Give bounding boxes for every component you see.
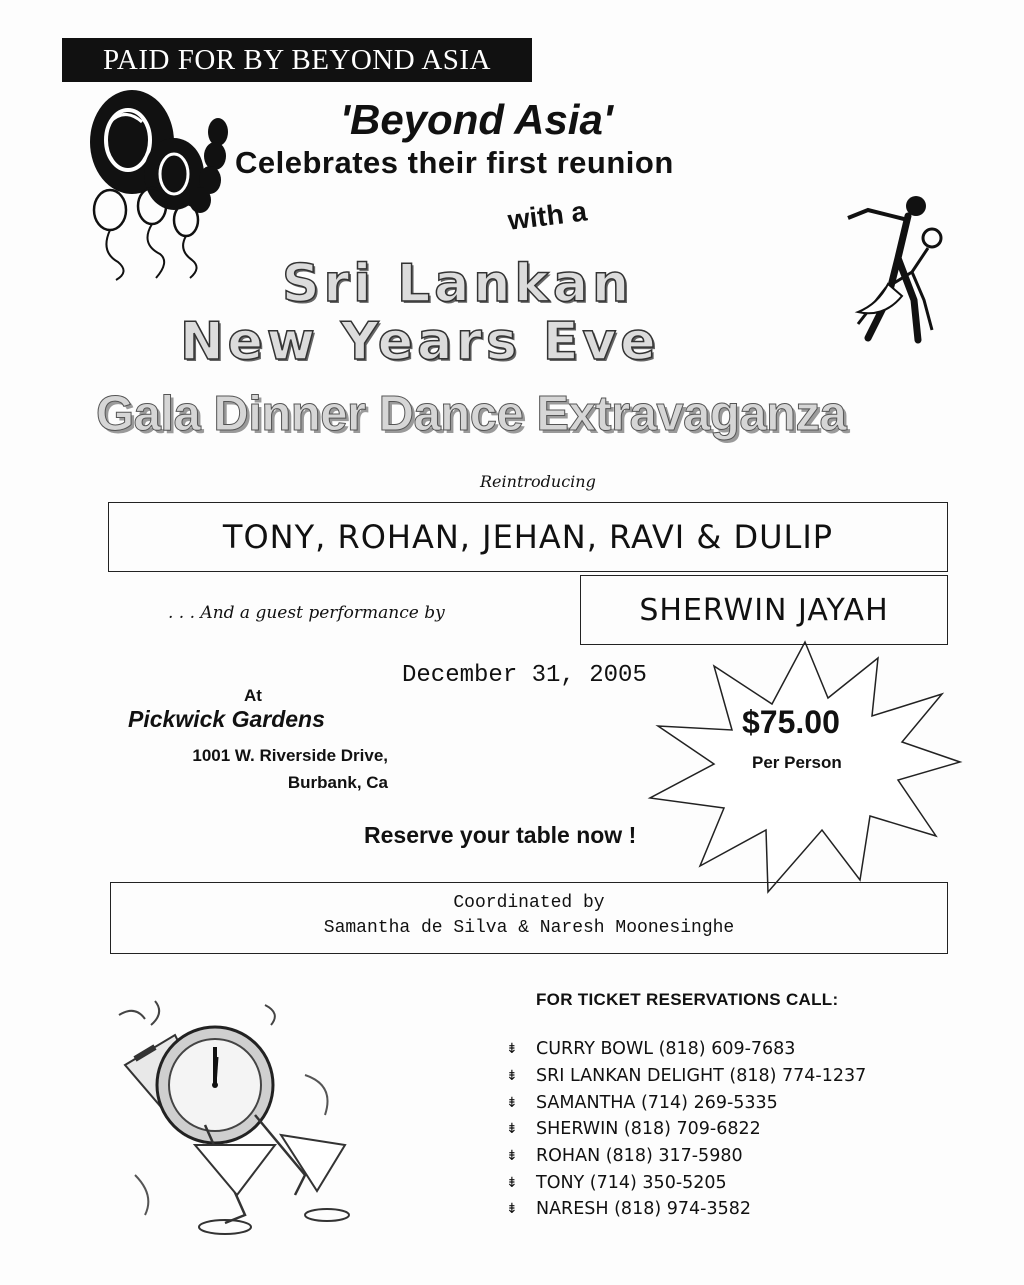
ticket-reservations-heading: FOR TICKET RESERVATIONS CALL: [536,990,839,1009]
guest-performer-name: SHERWIN JAYAH [639,592,889,628]
list-item: ⇟ SRI LANKAN DELIGHT (818) 774-1237 [506,1066,867,1087]
list-item: ⇟ SHERWIN (818) 709-6822 [506,1119,761,1140]
sri-lankan-heading: Sri Lankan [282,254,633,314]
event-title: 'Beyond Asia' [340,96,613,143]
performers-names: TONY, ROHAN, JEHAN, RAVI & DULIP [222,518,834,556]
pointer-bullet-icon: ⇟ [506,1174,518,1191]
reserve-call-to-action: Reserve your table now ! [364,822,637,848]
list-item: ⇟ CURRY BOWL (818) 609-7683 [506,1039,796,1060]
balloons-icon [70,82,245,282]
list-item: ⇟ SAMANTHA (714) 269-5335 [506,1092,778,1113]
guest-performance-text: . . . And a guest performance by [168,603,445,623]
coordinator-names: Samantha de Silva & Naresh Moonesinghe [323,918,735,938]
reintroducing-text: Reintroducing [480,472,596,491]
address-city: Burbank, Ca [287,773,388,792]
new-years-eve-heading: New Years Eve [180,312,660,372]
pointer-bullet-icon: ⇟ [506,1121,518,1138]
pointer-bullet-icon: ⇟ [506,1041,518,1058]
ticket-price: $75.00 [742,704,840,740]
at-label: At [244,686,262,705]
pointer-bullet-icon: ⇟ [506,1094,518,1111]
clock-champagne-icon [105,995,360,1240]
reservation-contacts-list [506,1036,866,1223]
dancing-couple-icon [828,188,968,348]
price-note: Per Person [752,753,842,772]
list-item: ⇟ ROHAN (818) 317-5980 [506,1146,743,1167]
list-item: ⇟ TONY (714) 350-5205 [506,1172,727,1193]
venue-address [128,742,388,796]
venue-name: Pickwick Gardens [128,706,325,732]
pointer-bullet-icon: ⇟ [506,1201,518,1218]
pointer-bullet-icon: ⇟ [506,1068,518,1085]
address-street: 1001 W. Riverside Drive, [192,746,388,765]
performers-box [108,502,948,572]
event-subtitle: Celebrates their first reunion [235,145,674,180]
event-date: December 31, 2005 [402,662,647,689]
with-a-text: with a [506,195,589,236]
pointer-bullet-icon: ⇟ [506,1148,518,1165]
guest-performer-box [580,575,948,645]
paid-for-banner: PAID FOR BY BEYOND ASIA [62,38,532,82]
gala-headline: Gala Dinner Dance Extravaganza [96,387,847,441]
coordinators-box [110,882,948,954]
list-item: ⇟ NARESH (818) 974-3582 [506,1199,751,1220]
coordinated-by-label: Coordinated by [453,893,605,913]
